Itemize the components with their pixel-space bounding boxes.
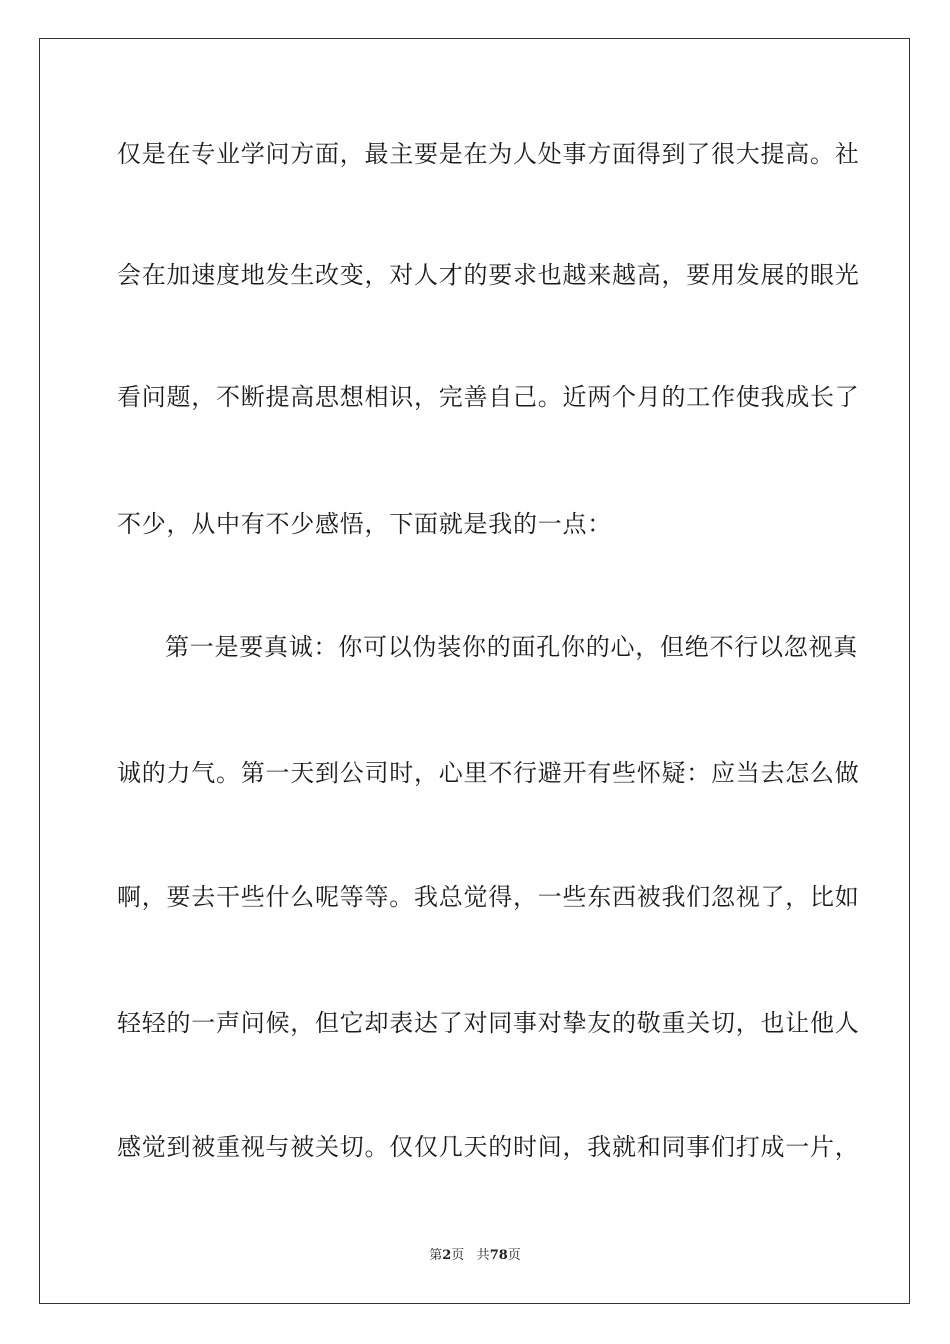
total-pages-suffix: 页 (507, 1248, 521, 1263)
page-footer (0, 1247, 950, 1265)
total-pages-prefix: 共 (476, 1248, 490, 1263)
page-border (39, 38, 910, 1304)
total-pages: 78 (489, 1248, 508, 1263)
text-line: 啊，要去干些什么呢等等。我总觉得，一些东西被我们忽视了，比如 (117, 883, 860, 911)
text-line: 第一是要真诚：你可以伪装你的面孔你的心，但绝不行以忽视真 (165, 633, 858, 661)
page-number: 2 (442, 1248, 452, 1263)
text-line: 看问题，不断提高思想相识，完善自己。近两个月的工作使我成长了 (117, 383, 860, 411)
text-line: 诚的力气。第一天到公司时，心里不行避开有些怀疑：应当去怎么做 (117, 759, 860, 787)
text-line: 轻轻的一声问候，但它却表达了对同事对挚友的敬重关切，也让他人 (117, 1009, 860, 1037)
text-line: 仅是在专业学问方面，最主要是在为人处事方面得到了很大提高。社 (117, 140, 860, 168)
text-line: 不少，从中有不少感悟，下面就是我的一点： (117, 510, 612, 538)
text-line: 会在加速度地发生改变，对人才的要求也越来越高，要用发展的眼光 (117, 261, 860, 289)
page-number-prefix: 第 (429, 1248, 443, 1263)
text-line: 感觉到被重视与被关切。仅仅几天的时间，我就和同事们打成一片， (117, 1133, 860, 1161)
page-number-suffix: 页 (451, 1248, 465, 1263)
